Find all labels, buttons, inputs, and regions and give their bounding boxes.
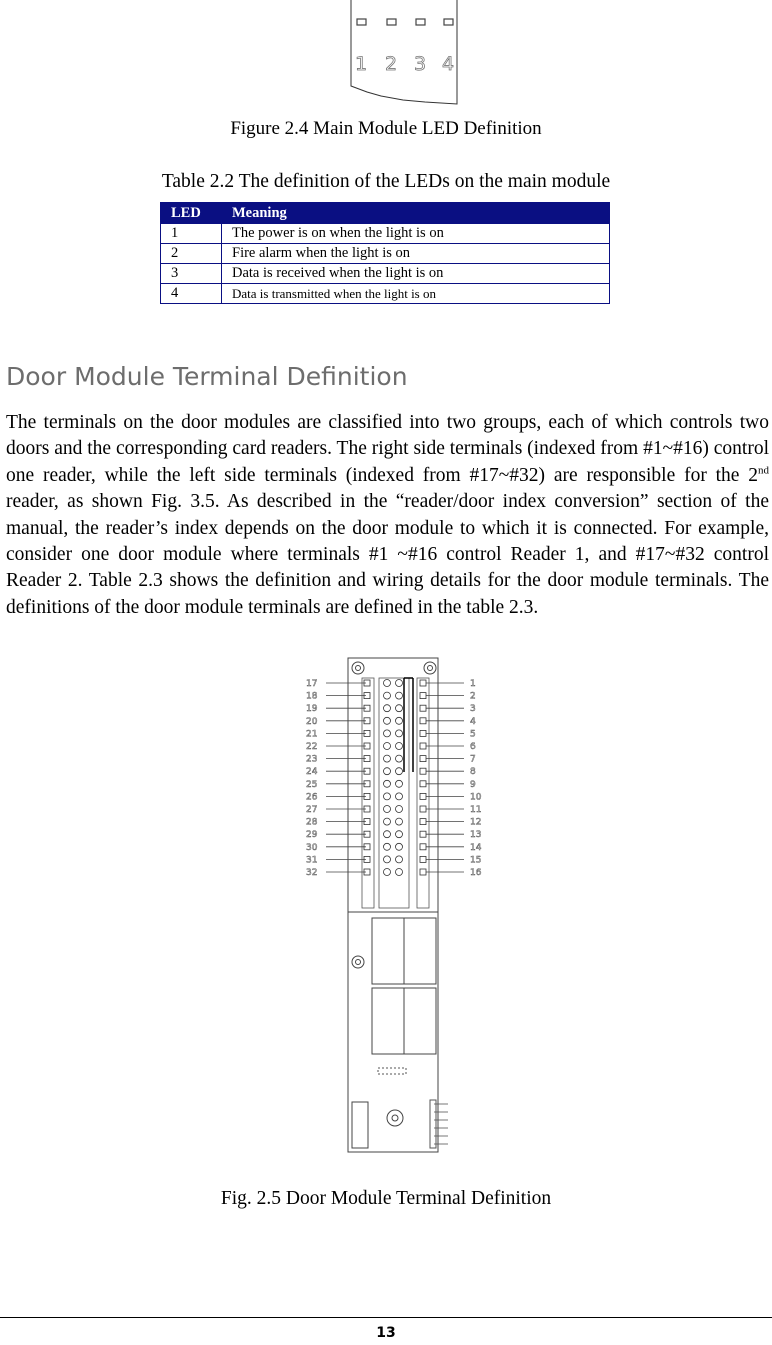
screw-terminal bbox=[384, 755, 391, 762]
body-paragraph bbox=[6, 410, 769, 621]
led-number-label: 2 bbox=[384, 53, 398, 75]
left-terminal-label: 26 bbox=[306, 792, 318, 803]
screw-terminal bbox=[384, 680, 391, 687]
left-terminal-label: 28 bbox=[306, 817, 318, 828]
left-terminal-label: 21 bbox=[306, 729, 318, 740]
screw-terminal bbox=[384, 717, 391, 724]
left-terminal-label: 29 bbox=[306, 830, 318, 841]
right-terminal-label: 14 bbox=[470, 842, 482, 853]
led-cell: 2 bbox=[161, 244, 222, 264]
right-terminal-label: 3 bbox=[470, 704, 476, 715]
right-terminal bbox=[420, 793, 426, 799]
screw-terminal bbox=[396, 856, 403, 863]
left-terminal-label: 19 bbox=[306, 704, 318, 715]
screw-terminal bbox=[396, 806, 403, 813]
paragraph-part-2: reader, as shown Fig. 3.5. As described in the “reader/door index conversion” section of the manual, the reader’s index depends on the door module to which it is connected. For example, consider one door module where terminals #1 ~#16 control Reader 1, and #17~#32 control Reader 2. Table 2.3 shows the definition and wiring details for the door module terminals. The definitions of the door module terminals are defined in the table 2.3. bbox=[6, 491, 769, 618]
screw-terminal bbox=[396, 743, 403, 750]
led-2-indicator bbox=[387, 19, 396, 25]
led-number-label: 3 bbox=[413, 53, 427, 75]
screw-terminal bbox=[384, 856, 391, 863]
screw-terminal bbox=[396, 831, 403, 838]
right-terminal bbox=[420, 743, 426, 749]
right-terminal bbox=[420, 856, 426, 862]
right-terminal bbox=[420, 680, 426, 686]
right-terminal bbox=[420, 869, 426, 875]
header-meaning: Meaning bbox=[222, 203, 610, 224]
led-number-label: 4 bbox=[441, 53, 455, 75]
right-terminal bbox=[420, 819, 426, 825]
right-terminal-label: 2 bbox=[470, 691, 476, 702]
screw-terminal bbox=[396, 869, 403, 876]
screw-terminal bbox=[384, 743, 391, 750]
screw-terminal bbox=[384, 692, 391, 699]
led-number-label: 1 bbox=[354, 53, 368, 75]
screw-terminal bbox=[396, 843, 403, 850]
meaning-cell: Data is received when the light is on bbox=[222, 264, 610, 284]
screw-terminal bbox=[384, 831, 391, 838]
right-terminal-label: 12 bbox=[470, 817, 482, 828]
section-heading: Door Module Terminal Definition bbox=[6, 362, 408, 391]
page-number: 13 bbox=[376, 1325, 396, 1341]
left-terminal-label: 17 bbox=[306, 679, 318, 689]
screw-terminal bbox=[384, 730, 391, 737]
led-cell: 1 bbox=[161, 224, 222, 244]
led-cell: 4 bbox=[161, 284, 222, 304]
screw-terminal bbox=[384, 768, 391, 775]
right-terminal bbox=[420, 756, 426, 762]
right-terminal bbox=[420, 806, 426, 812]
right-terminal-label: 16 bbox=[470, 868, 482, 878]
left-terminal-label: 23 bbox=[306, 754, 318, 765]
screw-terminal bbox=[384, 869, 391, 876]
left-terminal-label: 25 bbox=[306, 779, 318, 790]
footer-divider bbox=[0, 1317, 772, 1318]
left-terminal-label: 24 bbox=[306, 767, 318, 778]
right-terminal bbox=[420, 730, 426, 736]
table-row bbox=[161, 284, 610, 304]
right-terminal-label: 15 bbox=[470, 855, 482, 866]
led-cell: 3 bbox=[161, 264, 222, 284]
figure-2-5-caption: Fig. 2.5 Door Module Terminal Definition bbox=[220, 1188, 552, 1209]
main-module-led-figure bbox=[345, 0, 463, 106]
table-row bbox=[161, 224, 610, 244]
meaning-cell: The power is on when the light is on bbox=[222, 224, 610, 244]
paragraph-part-1: The terminals on the door modules are classified into two groups, each of which controls two doors and the corresponding card readers. The right side terminals (indexed from #1~#16) control one reader, while the left side terminals (indexed from #17~#32) are responsible for the 2 bbox=[6, 412, 769, 486]
screw-terminal bbox=[396, 793, 403, 800]
right-terminal bbox=[420, 831, 426, 837]
led-1-indicator bbox=[357, 19, 366, 25]
right-terminal-label: 11 bbox=[470, 805, 482, 815]
screw-terminal bbox=[396, 818, 403, 825]
ordinal-suffix: nd bbox=[758, 464, 769, 477]
figure-2-4-caption: Figure 2.4 Main Module LED Definition bbox=[230, 118, 542, 139]
left-terminal-label: 22 bbox=[306, 742, 318, 752]
meaning-cell: Data is transmitted when the light is on bbox=[222, 284, 610, 304]
screw-terminal bbox=[396, 780, 403, 787]
right-terminal-label: 4 bbox=[470, 716, 476, 727]
screw-terminal bbox=[384, 806, 391, 813]
screw-terminal bbox=[396, 680, 403, 687]
table-header-row bbox=[161, 203, 610, 224]
door-module-terminal-figure bbox=[300, 652, 490, 1157]
screw-terminal bbox=[396, 755, 403, 762]
right-terminal-label: 13 bbox=[470, 830, 482, 841]
right-terminal-label: 1 bbox=[470, 679, 476, 689]
right-terminal-label: 9 bbox=[470, 779, 476, 790]
right-terminal-label: 7 bbox=[470, 754, 476, 765]
screw-terminal bbox=[396, 717, 403, 724]
right-terminal bbox=[420, 781, 426, 787]
left-terminal-label: 27 bbox=[306, 805, 318, 815]
right-terminal-label: 5 bbox=[470, 729, 476, 740]
led-4-indicator bbox=[444, 19, 453, 25]
left-terminal-label: 20 bbox=[306, 716, 318, 727]
right-terminal-label: 10 bbox=[470, 792, 482, 803]
header-led: LED bbox=[161, 203, 222, 224]
screw-terminal bbox=[384, 793, 391, 800]
led-definition-table bbox=[160, 202, 610, 304]
right-terminal bbox=[420, 705, 426, 711]
right-terminal bbox=[420, 718, 426, 724]
right-terminal-label: 8 bbox=[470, 767, 476, 778]
screw-terminal bbox=[384, 818, 391, 825]
left-terminal-label: 31 bbox=[306, 855, 318, 866]
left-terminal-label: 32 bbox=[306, 868, 318, 878]
left-terminal-label: 18 bbox=[306, 691, 318, 702]
right-terminal-label: 6 bbox=[470, 742, 476, 752]
screw-terminal bbox=[396, 768, 403, 775]
screw-terminal bbox=[384, 843, 391, 850]
screw-terminal bbox=[384, 705, 391, 712]
left-terminal-label: 30 bbox=[306, 842, 318, 853]
table-2-2-caption: Table 2.2 The definition of the LEDs on the main module bbox=[161, 171, 611, 192]
right-terminal bbox=[420, 768, 426, 774]
table-row bbox=[161, 264, 610, 284]
table-row bbox=[161, 244, 610, 264]
led-3-indicator bbox=[416, 19, 425, 25]
screw-terminal bbox=[396, 692, 403, 699]
screw-terminal bbox=[384, 780, 391, 787]
meaning-cell: Fire alarm when the light is on bbox=[222, 244, 610, 264]
right-terminal bbox=[420, 693, 426, 699]
right-terminal bbox=[420, 844, 426, 850]
screw-terminal bbox=[396, 705, 403, 712]
screw-terminal bbox=[396, 730, 403, 737]
